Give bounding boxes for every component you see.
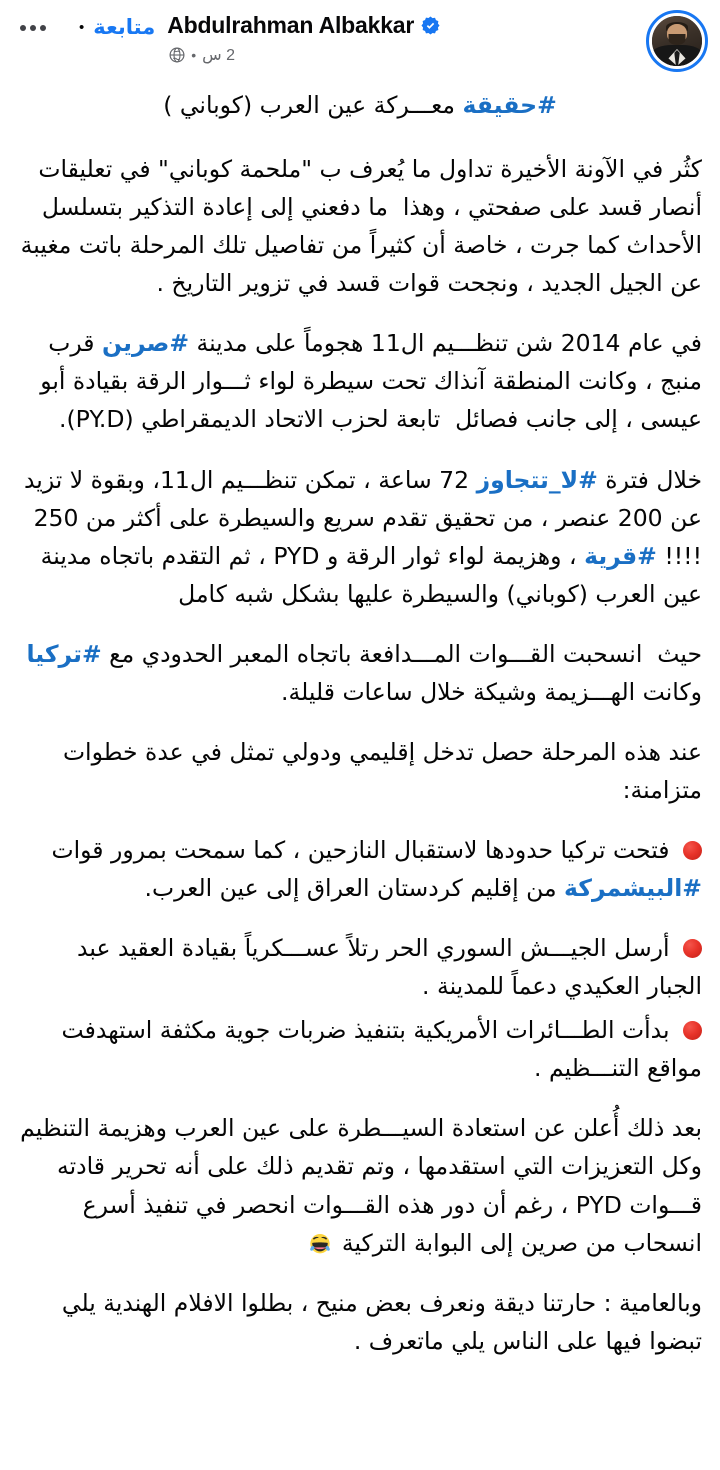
post-title-line <box>18 86 702 124</box>
bullet-2-text: أرسل الجيـــش السوري الحر رتلاً عســـكرياً بقيادة العقيد عبد الجبار العكيدي دعماً للمدينة . <box>69 934 702 1001</box>
avatar-story-ring[interactable] <box>646 10 708 72</box>
red-circle-icon <box>683 841 702 860</box>
follow-button[interactable]: متابعة <box>93 16 156 39</box>
paragraph-3-part1: خلال فترة <box>597 465 702 494</box>
bullet-list <box>18 831 702 907</box>
list-item <box>18 929 702 1005</box>
hashtag-sarrin[interactable]: #صرين <box>102 329 190 358</box>
three-dots-menu-icon[interactable] <box>14 19 52 37</box>
author-name[interactable]: Abdulrahman Albakkar <box>167 12 415 38</box>
bullet-list-2 <box>18 929 702 1087</box>
verified-badge-icon <box>421 16 440 35</box>
red-circle-icon <box>683 939 702 958</box>
paragraph-2-part2: قرب منبج ، وكانت المنطقة آنذاك تحت سيطرة لواء ثـــوار الرقة بقيادة أبو عيسى ، إلى جانب فصائل تابعة لحزب الاتحاد الديمقراطي (PY.D). <box>32 329 702 434</box>
list-item <box>18 1011 702 1087</box>
paragraph-6-text: بعد ذلك أُعلن عن استعادة السيـــطرة على عين العرب وهزيمة التنظيم وكل التعزيزات التي استقدمها ، وتم تقديم ذلك على أنه تحرير قادته قـــوات PYD ، رغم أن دور هذه القـــوات انحصر في تنفيذ أسرع انسحاب من صرين إلى البوابة التركية <box>12 1114 702 1257</box>
hashtag-turkiya[interactable]: #تركيا <box>26 639 102 668</box>
paragraph-withdrawal <box>18 635 702 711</box>
paragraph-recapture <box>12 1109 702 1261</box>
paragraph-72-hours <box>18 461 702 613</box>
bullet-1-part1: فتحت تركيا حدودها لاستقبال النازحين ، كما سمحت بمرور قوات <box>44 836 677 864</box>
meta-separator-dot: • <box>191 47 197 63</box>
post-timestamp[interactable]: 2 س <box>202 47 235 64</box>
hashtag-peshmerga[interactable]: #البيشمركة <box>564 874 702 903</box>
post-title-rest: معـــركة عين العرب (كوباني ) <box>163 91 463 119</box>
hashtag-haqiqa[interactable]: #حقيقة <box>462 91 557 119</box>
list-item <box>18 831 702 907</box>
author-row <box>167 12 440 39</box>
paragraph-intervention: عند هذه المرحلة حصل تدخل إقليمي ودولي تمثل في عدة خطوات متزامنة: <box>55 737 702 804</box>
paragraph-4-part1: حيث انسحبت القـــوات المـــدافعة باتجاه المعبر الحدودي مع <box>101 639 702 668</box>
paragraph-2014-attack <box>18 324 702 438</box>
header-actions <box>14 8 155 40</box>
paragraph-colloquial: وبالعامية : حارتنا ديقة ونعرف بعض منيح ، بطلوا الافلام الهندية يلي تبضوا فيها على الناس يلي ماتعرف . <box>54 1288 702 1355</box>
paragraph-4-part2: وكانت الهـــزيمة وشيكة خلال ساعات قليلة. <box>18 639 702 706</box>
hashtag-qarya[interactable]: #قرية <box>584 541 657 570</box>
paragraph-2-part1: في عام 2014 شن تنظـــيم ال11 هجوماً على مدينة <box>189 329 702 358</box>
bullet-3-text: بدأت الطـــائرات الأمريكية بتنفيذ ضربات جوية مكثفة استهدفت مواقع التنـــظيم . <box>54 1016 702 1083</box>
globe-public-icon[interactable] <box>169 47 185 63</box>
post-meta-row <box>167 45 235 65</box>
post-body <box>0 86 720 1360</box>
post-header-text <box>167 8 646 65</box>
post-header <box>0 0 720 82</box>
joy-emoji-icon <box>308 1231 332 1255</box>
paragraph-intro: كثُر في الآونة الأخيرة تداول ما يُعرف ب "ملحمة كوباني" في تعليقات أنصار قسد على صفحتي ، وهذا ما دفعني إلى إعادة التذكير بتسلسل الأحداث كما جرت ، خاصة أن كثيراً من تفاصيل تلك المرحلة باتت مغيبة عن الجيل الجديد ، ونجحت قوات قسد في تزوير التاريخ . <box>13 155 702 298</box>
header-separator-dot: • <box>79 19 85 36</box>
red-circle-icon <box>683 1021 702 1040</box>
avatar[interactable] <box>652 16 702 66</box>
paragraph-3-part2: 72 ساعة ، تمكن تنظـــيم ال11، وبقوة لا تزيد عن 200 عنصر ، من تحقيق تقدم سريع والسيطرة على أكثر من 250 !!!! <box>16 465 702 570</box>
paragraph-3-part3: ، وهزيمة لواء ثوار الرقة و PYD ، ثم التقدم باتجاه مدينة عين العرب (كوباني) والسيطرة عليها بشكل شبه كامل <box>25 541 702 608</box>
hashtag-la-tatajawaz[interactable]: #لا_تتجاوز <box>476 465 598 494</box>
bullet-1-part2: من إقليم كردستان العراق إلى عين العرب. <box>144 874 565 903</box>
